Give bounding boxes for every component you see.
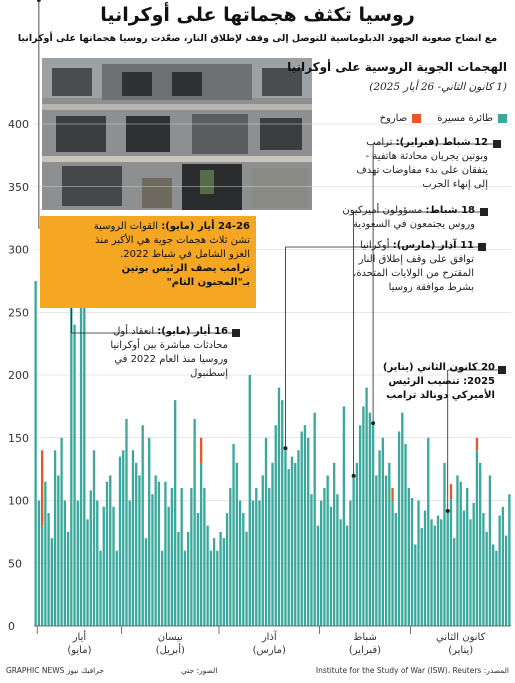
drone-bar [460,482,462,626]
leader-jan20-dot [446,509,450,513]
drone-bar [268,488,270,626]
drone-bar [138,475,140,626]
drone-bar [271,463,273,626]
drone-bar [320,501,322,627]
annotation-bullet [493,140,501,148]
drone-bar [310,494,312,626]
drone-bar [116,551,118,626]
annotation-mar11-date: 11 آذار (مارس): [392,240,474,251]
annotation-jan20-date: 20 كانون الثاني (يناير) 2025: [382,362,495,387]
drone-bar [456,475,458,626]
missile-bar [391,488,393,501]
leader-feb12-dot [371,421,375,425]
annotation-jan20-text: تنصيب الرئيس الأميركي دونالد ترامب [386,376,495,401]
drone-bar [466,488,468,626]
drone-bar [103,507,105,626]
drone-bar [482,513,484,626]
drone-bar [239,501,241,627]
legend-drone-label: طائرة مسيرة [437,113,493,124]
annotation-may24 [90,220,250,290]
annotation-jan20 [370,361,495,403]
annotation-may24-text2: ترامب يصف الرئيس بوتين بـ"المجنون التام" [121,263,250,288]
legend-missile [380,113,422,124]
drone-bar [86,519,88,626]
drone-bar [505,536,507,626]
drone-bar [167,507,169,626]
drone-bar [492,544,494,626]
annotation-may24-date: 24-26 أيار (مايو): [161,221,250,232]
legend-missile-label: صاروخ [379,113,408,124]
drone-bar [200,463,202,626]
drone-bar [158,482,160,626]
drone-bar [375,475,377,626]
drone-bar [284,450,286,626]
annotation-may16-text: انعقاد أول محادثات مباشرة بين أوكرانيا وروسيا منذ العام 2022 في إسطنبول [110,326,228,379]
drone-bar [99,551,101,626]
drone-bar [476,450,478,626]
annotation-feb12-text: ترامب وبوتين يجريان محادثة هاتفية - يتفقان على بدء مفاوضات تهدف إلى إنهاء الحرب [356,137,488,190]
missile-swatch [412,114,421,123]
drone-bar [109,475,111,626]
drone-bar [307,438,309,626]
drone-bar [489,475,491,626]
drone-bar [288,469,290,626]
drone-bar [142,425,144,626]
leader-feb18-dot [352,474,356,478]
drone-bar [447,513,449,626]
drone-bar [174,400,176,626]
drone-bar [485,532,487,626]
drone-bar [64,501,66,627]
drone-bar [242,513,244,626]
y-tick-label: 350 [8,180,29,194]
drone-bar [385,475,387,626]
drone-bar [434,526,436,626]
drone-bar [206,526,208,626]
drone-bar [34,281,36,626]
y-tick-label: 150 [8,431,29,445]
month-sublabel: (مايو) [67,645,92,656]
drone-bar [262,475,264,626]
drone-bar [51,538,53,626]
drone-bar [57,475,59,626]
annotation-bullet [480,208,488,216]
drone-bar [404,444,406,626]
drone-bar [508,494,510,626]
drone-bar [408,488,410,626]
drone-bar [265,438,267,626]
drone-bar [343,406,345,626]
drone-bar [190,488,192,626]
annotation-bullet [232,329,240,337]
annotation-mar11-text: أوكرانيا توافق على وقف إطلاق النار المقترح من الولايات المتحدة، بشرط موافقة روسيا [353,240,474,293]
drone-bar [424,511,426,626]
footer-source: المصدر: Institute for the Study of War (ISW)، Reuters [315,666,509,675]
drone-bar [395,513,397,626]
page-title: روسيا تكثف هجماتها على أوكرانيا [100,4,415,26]
drone-bar [129,501,131,627]
leader-may24-dot [37,0,41,2]
drone-bar [106,482,108,626]
drone-bar [330,507,332,626]
drone-bar [80,262,82,626]
drone-bar [437,516,439,626]
drone-bar [151,494,153,626]
drone-bar [339,519,341,626]
drone-bar [362,406,364,626]
drone-bar [301,431,303,626]
drone-bar [255,488,257,626]
drone-bar [112,507,114,626]
drone-bar [314,413,316,626]
drone-bar [184,551,186,626]
annotation-may16-date: 16 أيار (مايو): [157,326,228,337]
drone-bar [229,488,231,626]
drone-bar [275,425,277,626]
drone-bar [365,388,367,626]
missile-bar [41,450,43,525]
drone-bar [323,488,325,626]
drone-bar [388,463,390,626]
drone-bar [171,488,173,626]
drone-bar [479,463,481,626]
month-label: أيار [72,632,87,643]
missile-bar [476,438,478,451]
annotation-may24-text: القوات الروسية تشن ثلاث هجمات جوية هي الأكبر منذ الغزو الشامل في شباط 2022. [93,221,250,260]
drone-bar [77,501,79,627]
drone-bar [281,400,283,626]
drone-bar [391,501,393,627]
annotation-feb12 [348,136,488,192]
drone-bar [398,431,400,626]
drone-bar [47,513,49,626]
drone-bar [258,501,260,627]
chart-title: الهجمات الجوية الروسية على أوكرانيا [287,60,507,74]
drone-bar [93,450,95,626]
drone-bar [155,475,157,626]
drone-bar [495,551,497,626]
chart-date-range: (1 كانون الثاني- 26 أيار 2025) [369,81,507,93]
drone-swatch [498,114,507,123]
drone-bar [304,425,306,626]
drone-bar [38,501,40,627]
drone-bar [453,538,455,626]
drone-bar [359,425,361,626]
drone-bar [252,501,254,627]
drone-bar [297,450,299,626]
annotation-bullet [498,366,506,374]
drone-bar [197,513,199,626]
drone-bar [382,438,384,626]
drone-bar [132,450,134,626]
drone-bar [427,438,429,626]
chart-legend [380,113,507,124]
annotation-feb12-date: 12 شباط (فبراير): [395,137,488,148]
footer-credit: GRAPHIC NEWS جرافيك نيوز [6,666,105,675]
drone-bar [219,532,221,626]
drone-bar [164,482,166,626]
drone-bar [414,544,416,626]
drone-bar [245,532,247,626]
month-label: نيسان [157,632,183,643]
drone-bar [326,475,328,626]
y-tick-label: 400 [8,118,29,131]
leader-mar11-dot [283,446,287,450]
drone-bar [333,463,335,626]
drone-bar [177,532,179,626]
month-sublabel: (مارس) [252,645,286,656]
missile-bar [450,484,452,499]
drone-bar [421,528,423,626]
drone-bar [352,478,354,626]
drone-bar [336,494,338,626]
drone-bar [226,513,228,626]
drone-bar [145,538,147,626]
drone-bar [450,499,452,626]
month-sublabel: (فبراير) [348,645,382,656]
drone-bar [346,526,348,626]
legend-drone [437,113,507,124]
drone-bar [430,519,432,626]
annotation-feb18-text: مسؤولون أميركيون وروس يجتمعون في السعودية [342,205,475,230]
drone-bar [44,482,46,626]
drone-bar [83,300,85,626]
drone-bar [119,457,121,626]
drone-bar [41,526,43,626]
drone-bar [443,463,445,626]
drone-bar [469,519,471,626]
drone-bar [223,538,225,626]
y-tick-label: 100 [8,494,29,508]
drone-bar [502,507,504,626]
month-label: آذار [261,632,277,643]
drone-bar [125,419,127,626]
annotation-feb18-date: 18 شباط: [425,205,475,216]
page-subtitle: مع اتضاح صعوبة الجهود الدبلوماسية للتوصل إلى وقف لإطلاق النار، صعّدت روسيا هجماتها على أوكرانيا [17,33,498,44]
drone-bar [372,425,374,626]
y-tick-label: 250 [8,306,29,320]
drone-bar [417,501,419,627]
drone-bar [291,457,293,626]
drone-bar [278,388,280,626]
annotation-bullet [478,243,486,251]
drone-bar [73,325,75,626]
drone-bar [440,519,442,626]
y-tick-label: 50 [8,557,22,571]
drone-bar [378,450,380,626]
bar-series [34,262,510,626]
drone-bar [54,450,56,626]
drone-bar [232,444,234,626]
drone-bar [216,551,218,626]
drone-bar [90,490,92,626]
drone-bar [180,488,182,626]
drone-bar [401,413,403,626]
drone-bar [249,375,251,626]
month-label: كانون الثاني [436,632,486,643]
y-tick-label: 300 [8,243,29,257]
month-sublabel: (أبريل) [155,645,185,656]
drone-bar [203,488,205,626]
missile-bar [200,438,202,463]
y-tick-label: 0 [8,620,15,633]
footer-photo-credit: الصور: جتي [181,666,218,675]
drone-bar [294,463,296,626]
drone-bar [193,419,195,626]
drone-bar [161,551,163,626]
drone-bar [96,501,98,627]
drone-bar [187,532,189,626]
drone-bar [213,538,215,626]
drone-bar [60,438,62,626]
drone-bar [236,463,238,626]
month-label: شباط [353,632,377,643]
y-tick-label: 200 [8,369,29,382]
drone-bar [498,516,500,626]
drone-bar [67,532,69,626]
drone-bar [70,287,72,626]
annotation-may16 [92,325,228,381]
drone-bar [463,511,465,626]
drone-bar [135,463,137,626]
drone-bar [317,526,319,626]
month-sublabel: (يناير) [448,645,474,656]
drone-bar [349,501,351,627]
drone-bar [356,463,358,626]
drone-bar [369,413,371,626]
drone-bar [148,438,150,626]
drone-bar [210,551,212,626]
annotation-mar11 [352,239,474,295]
drone-bar [473,503,475,626]
annotation-feb18 [330,204,475,232]
drone-bar [411,498,413,626]
drone-bar [122,450,124,626]
